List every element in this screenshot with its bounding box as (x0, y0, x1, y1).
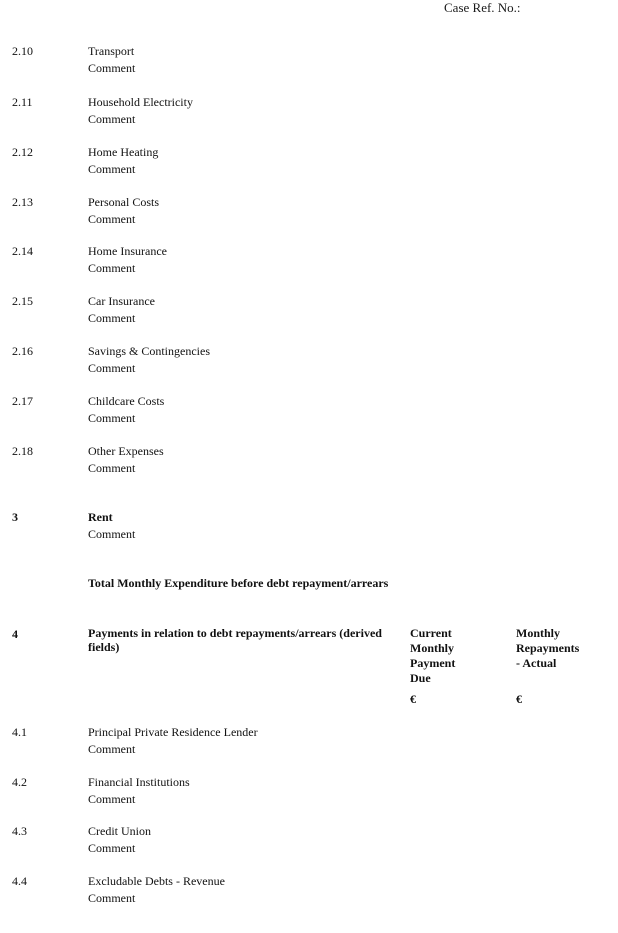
item-number: 2.12 (12, 145, 33, 159)
item-label: Transport (88, 44, 135, 58)
comment-field[interactable]: Comment (88, 212, 136, 226)
column-header-line: Payment (410, 656, 456, 670)
item-number: 4.3 (12, 824, 27, 838)
column-header-line: Monthly (410, 641, 455, 655)
item-number: 2.10 (12, 44, 33, 58)
total-expenditure-label: Total Monthly Expenditure before debt repayment/arrears (88, 576, 389, 590)
section-label: Rent (88, 510, 113, 524)
item-label: Principal Private Residence Lender (88, 725, 258, 739)
item-label: Childcare Costs (88, 394, 165, 408)
item-number: 2.14 (12, 244, 33, 258)
currency-symbol: € (410, 692, 416, 706)
column-header-line: Repayments (516, 641, 580, 655)
column-header-line: Monthly (516, 626, 561, 640)
comment-field[interactable]: Comment (88, 742, 136, 756)
item-number: 2.13 (12, 195, 33, 209)
column-header-monthly-repayments-actual (516, 626, 579, 671)
column-header-line: - Actual (516, 656, 557, 670)
item-number: 2.11 (12, 95, 33, 109)
section-number: 3 (12, 510, 18, 524)
currency-symbol: € (516, 692, 522, 706)
column-header-line: Due (410, 671, 431, 685)
item-number: 4.1 (12, 725, 27, 739)
comment-field[interactable]: Comment (88, 361, 136, 375)
comment-field[interactable]: Comment (88, 311, 136, 325)
comment-field[interactable]: Comment (88, 792, 136, 806)
item-label: Credit Union (88, 824, 151, 838)
item-number: 2.16 (12, 344, 33, 358)
item-number: 2.18 (12, 444, 33, 458)
item-label: Excludable Debts - Revenue (88, 874, 225, 888)
comment-field[interactable]: Comment (88, 841, 136, 855)
comment-field[interactable]: Comment (88, 61, 136, 75)
item-label: Home Heating (88, 145, 159, 159)
comment-field[interactable]: Comment (88, 112, 136, 126)
item-number: 2.17 (12, 394, 33, 408)
column-header-line: Current (410, 626, 452, 640)
comment-field[interactable]: Comment (88, 891, 136, 905)
item-label: Car Insurance (88, 294, 155, 308)
comment-field[interactable]: Comment (88, 162, 136, 176)
item-label: Household Electricity (88, 95, 193, 109)
column-header-current-monthly-payment-due (410, 626, 455, 686)
item-label: Other Expenses (88, 444, 164, 458)
item-label: Financial Institutions (88, 775, 190, 789)
item-label: Personal Costs (88, 195, 160, 209)
comment-field[interactable]: Comment (88, 261, 136, 275)
item-label: Savings & Contingencies (88, 344, 210, 358)
case-ref-label: Case Ref. No.: (444, 0, 521, 15)
item-label: Home Insurance (88, 244, 167, 258)
comment-field[interactable]: Comment (88, 461, 136, 475)
item-number: 4.4 (12, 874, 27, 888)
item-number: 4.2 (12, 775, 27, 789)
section4-title: Payments in relation to debt repayments/arrears (derived fields) (88, 626, 382, 654)
section-number: 4 (12, 627, 18, 641)
comment-field[interactable]: Comment (88, 411, 136, 425)
comment-field[interactable]: Comment (88, 527, 136, 541)
item-number: 2.15 (12, 294, 33, 308)
